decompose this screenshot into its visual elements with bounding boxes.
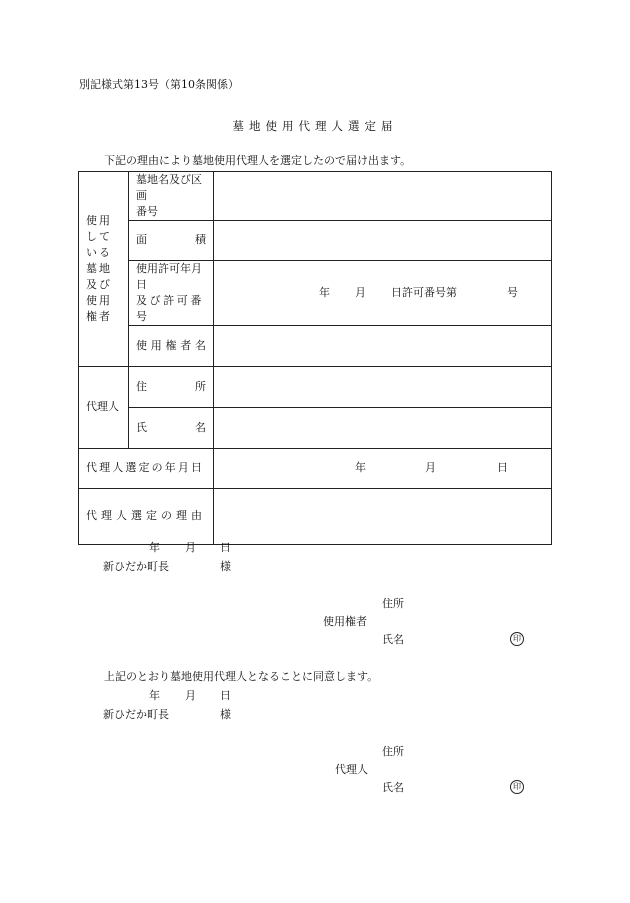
label-char: 名 xyxy=(195,338,206,352)
permit-year-unit: 年 xyxy=(319,285,330,299)
field-permit[interactable] xyxy=(214,260,552,325)
field-selection-date[interactable] xyxy=(214,448,552,488)
field-agent-name[interactable] xyxy=(214,407,552,448)
label-char: 使 xyxy=(136,338,147,352)
label-name xyxy=(129,407,214,448)
honorific: 様 xyxy=(220,560,231,573)
field-reason[interactable] xyxy=(214,488,552,544)
label-char: 積 xyxy=(195,233,206,247)
seal-mark-icon: 印 xyxy=(510,632,524,646)
label-char: 面 xyxy=(136,233,147,247)
label-char: 者 xyxy=(180,338,192,352)
applicant-role-label: 使用権者 xyxy=(323,615,367,628)
honorific: 様 xyxy=(220,708,231,721)
applicant-address-label: 住所 xyxy=(382,597,404,610)
label-line: 番号 xyxy=(136,204,158,218)
field-cemetery-name[interactable] xyxy=(214,172,552,221)
selection-month-unit: 月 xyxy=(425,461,436,475)
label-char: 名 xyxy=(195,420,206,434)
label-cemetery-name xyxy=(129,172,214,221)
label-char: 用 xyxy=(150,338,162,352)
label-line: 使用許可年月日 xyxy=(136,261,202,291)
group-label-line: 権者 xyxy=(86,309,112,323)
addressee: 新ひだか町長 xyxy=(103,708,169,721)
permit-number-unit: 号 xyxy=(507,285,518,299)
label-line: 墓地名及び区画 xyxy=(136,173,202,202)
label-area xyxy=(129,220,214,260)
field-agent-address[interactable] xyxy=(214,366,552,407)
label-char: 所 xyxy=(195,379,206,393)
form-reference: 別記様式第13号（第10条関係） xyxy=(79,78,239,91)
intro-text: 下記の理由により墓地使用代理人を選定したので届け出ます。 xyxy=(104,154,412,167)
group-label-line: いる墓地 xyxy=(86,245,112,275)
label-selection-date: 代 理 人 選 定 の 年 月 日 xyxy=(79,448,214,488)
permit-month-unit: 月 xyxy=(355,285,366,299)
consent-text: 上記のとおり墓地使用代理人となることに同意します。 xyxy=(104,670,379,683)
group-label-rights-holder xyxy=(79,172,129,367)
label-address xyxy=(129,366,214,407)
label-char: 権 xyxy=(165,338,177,352)
field-area[interactable] xyxy=(214,220,552,260)
group-label-agent xyxy=(79,366,129,448)
label-line: 及び許可番号 xyxy=(136,293,204,323)
permit-day-number-label: 日許可番号第 xyxy=(391,285,457,299)
label-char: 人 xyxy=(108,400,119,414)
date-year-unit: 年 xyxy=(149,689,160,702)
date-month-unit: 月 xyxy=(185,541,196,554)
group-label-line: 及び使用 xyxy=(86,277,112,307)
addressee: 新ひだか町長 xyxy=(103,560,169,573)
date-day-unit: 日 xyxy=(220,689,231,702)
field-holder-name[interactable] xyxy=(214,325,552,366)
selection-day-unit: 日 xyxy=(497,461,508,475)
label-reason: 代 理 人 選 定 の 理 由 xyxy=(79,488,214,544)
agent-name-label: 氏名 xyxy=(382,781,404,794)
group-label-line: 使用して xyxy=(86,214,112,243)
label-char: 理 xyxy=(97,400,108,414)
applicant-name-label: 氏名 xyxy=(382,633,404,646)
label-permit xyxy=(129,260,214,325)
date-month-unit: 月 xyxy=(185,689,196,702)
agent-role-label: 代理人 xyxy=(335,763,368,776)
date-year-unit: 年 xyxy=(149,541,160,554)
selection-year-unit: 年 xyxy=(355,461,366,475)
application-table xyxy=(78,171,552,545)
agent-address-label: 住所 xyxy=(382,745,404,758)
label-char: 代 xyxy=(86,400,97,414)
date-day-unit: 日 xyxy=(220,541,231,554)
label-char: 氏 xyxy=(136,420,147,434)
label-char: 住 xyxy=(136,379,147,393)
page-title: 墓地使用代理人選定届 xyxy=(232,119,398,133)
label-holder-name xyxy=(129,325,214,366)
seal-mark-icon: 印 xyxy=(510,780,524,794)
